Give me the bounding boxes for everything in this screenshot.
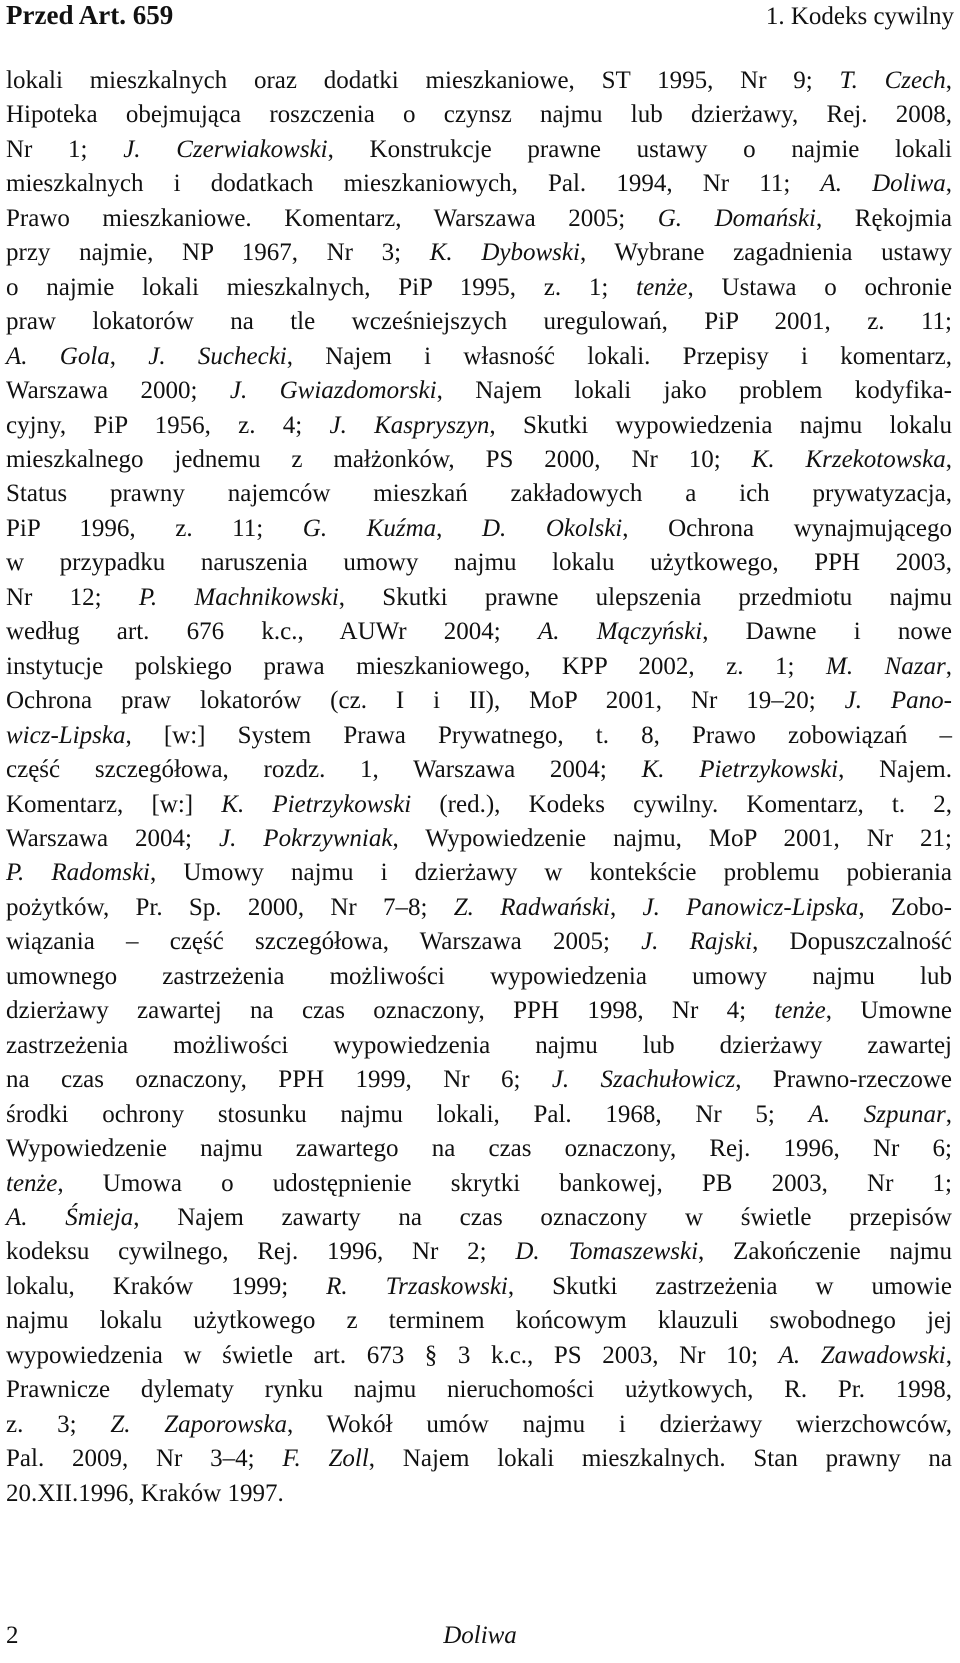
text-run: , Najem lokali mieszkalnych. Stan prawny na [368,1445,952,1473]
text-run: , Najem lokali jako problem kodyfika- [436,377,952,405]
author-name: A. Śmieja [6,1203,134,1231]
text-line [6,1235,952,1269]
text-run: , Zobo- [858,893,952,921]
text-line [6,684,952,718]
text-line [6,581,952,615]
text-run: , Ochrona wynajmującego [622,514,953,542]
text-run: w przypadku naruszenia umowy najmu lokalu użytkowego, PPH 2003, [6,549,952,577]
text-line [6,271,952,305]
author-name: A. Doliwa [820,170,946,198]
text-line [6,719,952,753]
text-line [6,167,952,201]
text-run: z. 3; [6,1410,111,1438]
author-name: T. Czech [839,67,946,94]
text-run: , [436,514,482,542]
text-run: instytucje polskiego prawa mieszkaniowego, KPP 2002, z. 1; [6,652,826,680]
text-line [6,856,952,890]
text-run: część szczegółowa, rozdz. 1, Warszawa 2004; [6,756,642,784]
text-line [6,512,952,546]
text-line [6,788,952,822]
text-line [6,477,952,511]
author-name: Z. Radwański [453,893,610,921]
text-run: cyjny, PiP 1956, z. 4; [6,411,330,439]
text-line [6,1201,952,1235]
text-line [6,753,952,787]
text-line [6,1098,952,1132]
text-run: zastrzeżenia możliwości wypowiedzenia najmu lub dzierżawy zawartej [6,1031,952,1059]
text-run: , [945,1100,952,1128]
text-run: na czas oznaczony, PPH 1999, Nr 6; [6,1066,552,1094]
text-run: Komentarz, [w:] [6,790,222,818]
text-run: , Zakończenie najmu [698,1238,952,1266]
text-run: , Umowa o udostępnienie skrytki bankowej, PB 2003, Nr 1; [57,1169,952,1197]
author-name: G. Kuźma [302,514,437,542]
author-name: tenże [774,997,826,1025]
author-name: A. Gola [6,342,110,370]
author-name: P. Machnikowski [138,583,339,611]
author-name: M. Nazar [826,652,946,680]
text-run: Nr 12; [6,583,139,611]
author-name: K. Dybowski [429,239,580,267]
text-run: dzierżawy zawartej na czas oznaczony, PPH 1998, Nr 4; [6,997,775,1025]
text-run: , Dawne i nowe [702,618,953,646]
author-name: R. Trzaskowski [326,1272,508,1300]
text-line [6,340,952,374]
text-run: wiązania – część szczegółowa, Warszawa 2005; [6,928,642,956]
text-run: , [945,445,953,473]
text-run: , Najem. [838,756,952,784]
text-line [6,1477,952,1511]
author-name: F. Zoll [282,1445,369,1473]
text-run: mieszkalnego jednemu z małżonków, PS 2000, Nr 10; [6,445,752,473]
text-line [6,1408,952,1442]
text-run: , Rękojmia [815,204,952,232]
text-run: PiP 1996, z. 11; [6,514,303,542]
text-line [6,236,952,270]
text-run: mieszkalnych i dodatkach mieszkaniowych, Pal. 1994, Nr 11; [6,170,821,198]
text-line [6,1167,952,1201]
page-number: 2 [6,1622,19,1649]
text-line [6,305,952,339]
text-run: , [945,1341,952,1369]
text-run: , Skutki zastrzeżenia w umowie [507,1272,953,1300]
text-run: praw lokatorów na tle wcześniejszych uregulowań, PiP 2001, z. 11; [6,308,952,336]
text-line [6,960,952,994]
text-line [6,202,952,236]
text-line [6,1063,952,1097]
author-name: D. Tomaszewski [515,1238,699,1266]
text-run: , [945,67,952,94]
author-name: J. Szachułowicz [551,1066,736,1094]
text-line [6,1442,952,1476]
text-line [6,64,952,98]
text-line [6,1029,952,1063]
text-line [6,374,952,408]
author-name: J. Suchecki [148,342,287,370]
text-run: Pal. 2009, Nr 3–4; [6,1445,283,1473]
text-run: o najmie lokali mieszkalnych, PiP 1995, z. 1; [6,273,637,301]
author-name: K. Krzekotowska [751,445,946,473]
footer-author: Doliwa [443,1622,517,1649]
author-name: J. Gwiazdomorski [229,377,437,405]
text-line [6,546,952,580]
text-line [6,443,952,477]
text-run: Wypowiedzenie najmu zawartego na czas oznaczony, Rej. 1996, Nr 6; [6,1135,952,1163]
text-run: , Dopuszczalność [752,928,952,956]
text-line [6,1373,952,1407]
author-name: K. Pietrzykowski [641,756,839,784]
text-run: , Najem zawarty na czas oznaczony w świetle przepisów [133,1203,952,1231]
text-line [6,1304,952,1338]
text-line [6,1270,952,1304]
text-run: , Najem i własność lokali. Przepisy i komentarz, [286,342,952,370]
author-name: G. Domański [657,204,816,232]
author-name: A. Szpunar [808,1100,946,1128]
page-footer [6,1622,954,1658]
text-run: według art. 676 k.c., AUWr 2004; [6,618,538,646]
author-name: J. Pano- [844,687,952,715]
author-name: P. Radomski [6,859,150,887]
text-line [6,409,952,443]
author-name: A. Zawadowski [778,1341,946,1369]
text-run: , [109,342,149,370]
author-name: J. Rajski [641,928,753,956]
text-run: Prawo mieszkaniowe. Komentarz, Warszawa 2005; [6,204,658,232]
text-run: lokali mieszkalnych oraz dodatki mieszkaniowe, ST 1995, Nr 9; [6,67,840,94]
text-line [6,994,952,1028]
author-name: tenże [636,273,688,301]
author-name: tenże [6,1169,58,1197]
text-line [6,615,952,649]
author-name: A. Mączyński [537,618,703,646]
text-run: Warszawa 2004; [6,824,219,852]
text-run: , Wypowiedzenie najmu, MoP 2001, Nr 21; [392,824,952,852]
text-run: Hipoteka obejmująca roszczenia o czynsz najmu lub dzierżawy, Rej. 2008, [6,101,952,129]
text-line [6,650,952,684]
text-run: Nr 1; [6,135,124,163]
text-run: , Umowne [825,997,952,1025]
text-run: Ochrona praw lokatorów (cz. I i II), MoP 2001, Nr 19–20; [6,687,845,715]
author-name: wicz-Lipska [6,721,126,749]
text-run: pożytków, Pr. Sp. 2000, Nr 7–8; [6,893,454,921]
text-run: , [945,170,952,198]
text-line [6,133,952,167]
running-header [6,0,954,40]
header-article-reference: Przed Art. 659 [6,0,174,30]
text-line [6,98,952,132]
text-run: przy najmie, NP 1967, Nr 3; [6,239,430,267]
text-run: , Konstrukcje prawne ustawy o najmie lokali [327,135,952,163]
text-line [6,1132,952,1166]
text-line [6,891,952,925]
text-run: , Prawno-rzeczowe [735,1066,952,1094]
text-run: najmu lokalu użytkowego z terminem końcowym klauzuli swobodnego jej [6,1307,952,1335]
text-run: , [609,893,643,921]
text-run: Prawnicze dylematy rynku najmu nieruchomości użytkowych, R. Pr. 1998, [6,1376,952,1404]
text-run: , [w:] System Prawa Prywatnego, t. 8, Prawo zobowiązań – [125,721,952,749]
text-run: Status prawny najemców mieszkań zakładowych a ich prywatyzacja, [6,480,952,508]
text-run: wypowiedzenia w świetle art. 673 § 3 k.c., PS 2003, Nr 10; [6,1341,779,1369]
text-run: , Ustawa o ochronie [687,273,952,301]
author-name: J. Pokrzywniak [218,824,393,852]
text-line [6,822,952,856]
text-run: , Wokół umów najmu i dzierżawy wierzchowców, [286,1410,952,1438]
text-run: środki ochrony stosunku najmu lokali, Pal. 1968, Nr 5; [6,1100,809,1128]
text-run: 20.XII.1996, Kraków 1997. [6,1479,284,1507]
header-chapter-title: 1. Kodeks cywilny [765,3,954,30]
text-run: umownego zastrzeżenia możliwości wypowiedzenia umowy najmu lub [6,962,952,990]
author-name: J. Panowicz-Lipska [642,893,859,921]
text-run: , [945,652,952,680]
author-name: K. Pietrzykowski [221,790,412,818]
author-name: J. Kaspryszyn [329,411,490,439]
bibliography-paragraph [6,64,952,1511]
text-run: (red.), Kodeks cywilny. Komentarz, t. 2, [411,790,952,818]
author-name: D. Okolski [481,514,623,542]
author-name: Z. Zaporowska [110,1410,287,1438]
text-run: , Skutki prawne ulepszenia przedmiotu najmu [338,583,953,611]
text-run: , Skutki wypowiedzenia najmu lokalu [489,411,952,439]
author-name: J. Czerwiakowski [123,135,328,163]
text-run: kodeksu cywilnego, Rej. 1996, Nr 2; [6,1238,516,1266]
text-run: , Wybrane zagadnienia ustawy [579,239,953,267]
text-run: Warszawa 2000; [6,377,230,405]
text-run: , Umowy najmu i dzierżawy w kontekście problemu pobierania [150,859,952,887]
text-line [6,925,952,959]
text-line [6,1339,952,1373]
text-run: lokalu, Kraków 1999; [6,1272,327,1300]
